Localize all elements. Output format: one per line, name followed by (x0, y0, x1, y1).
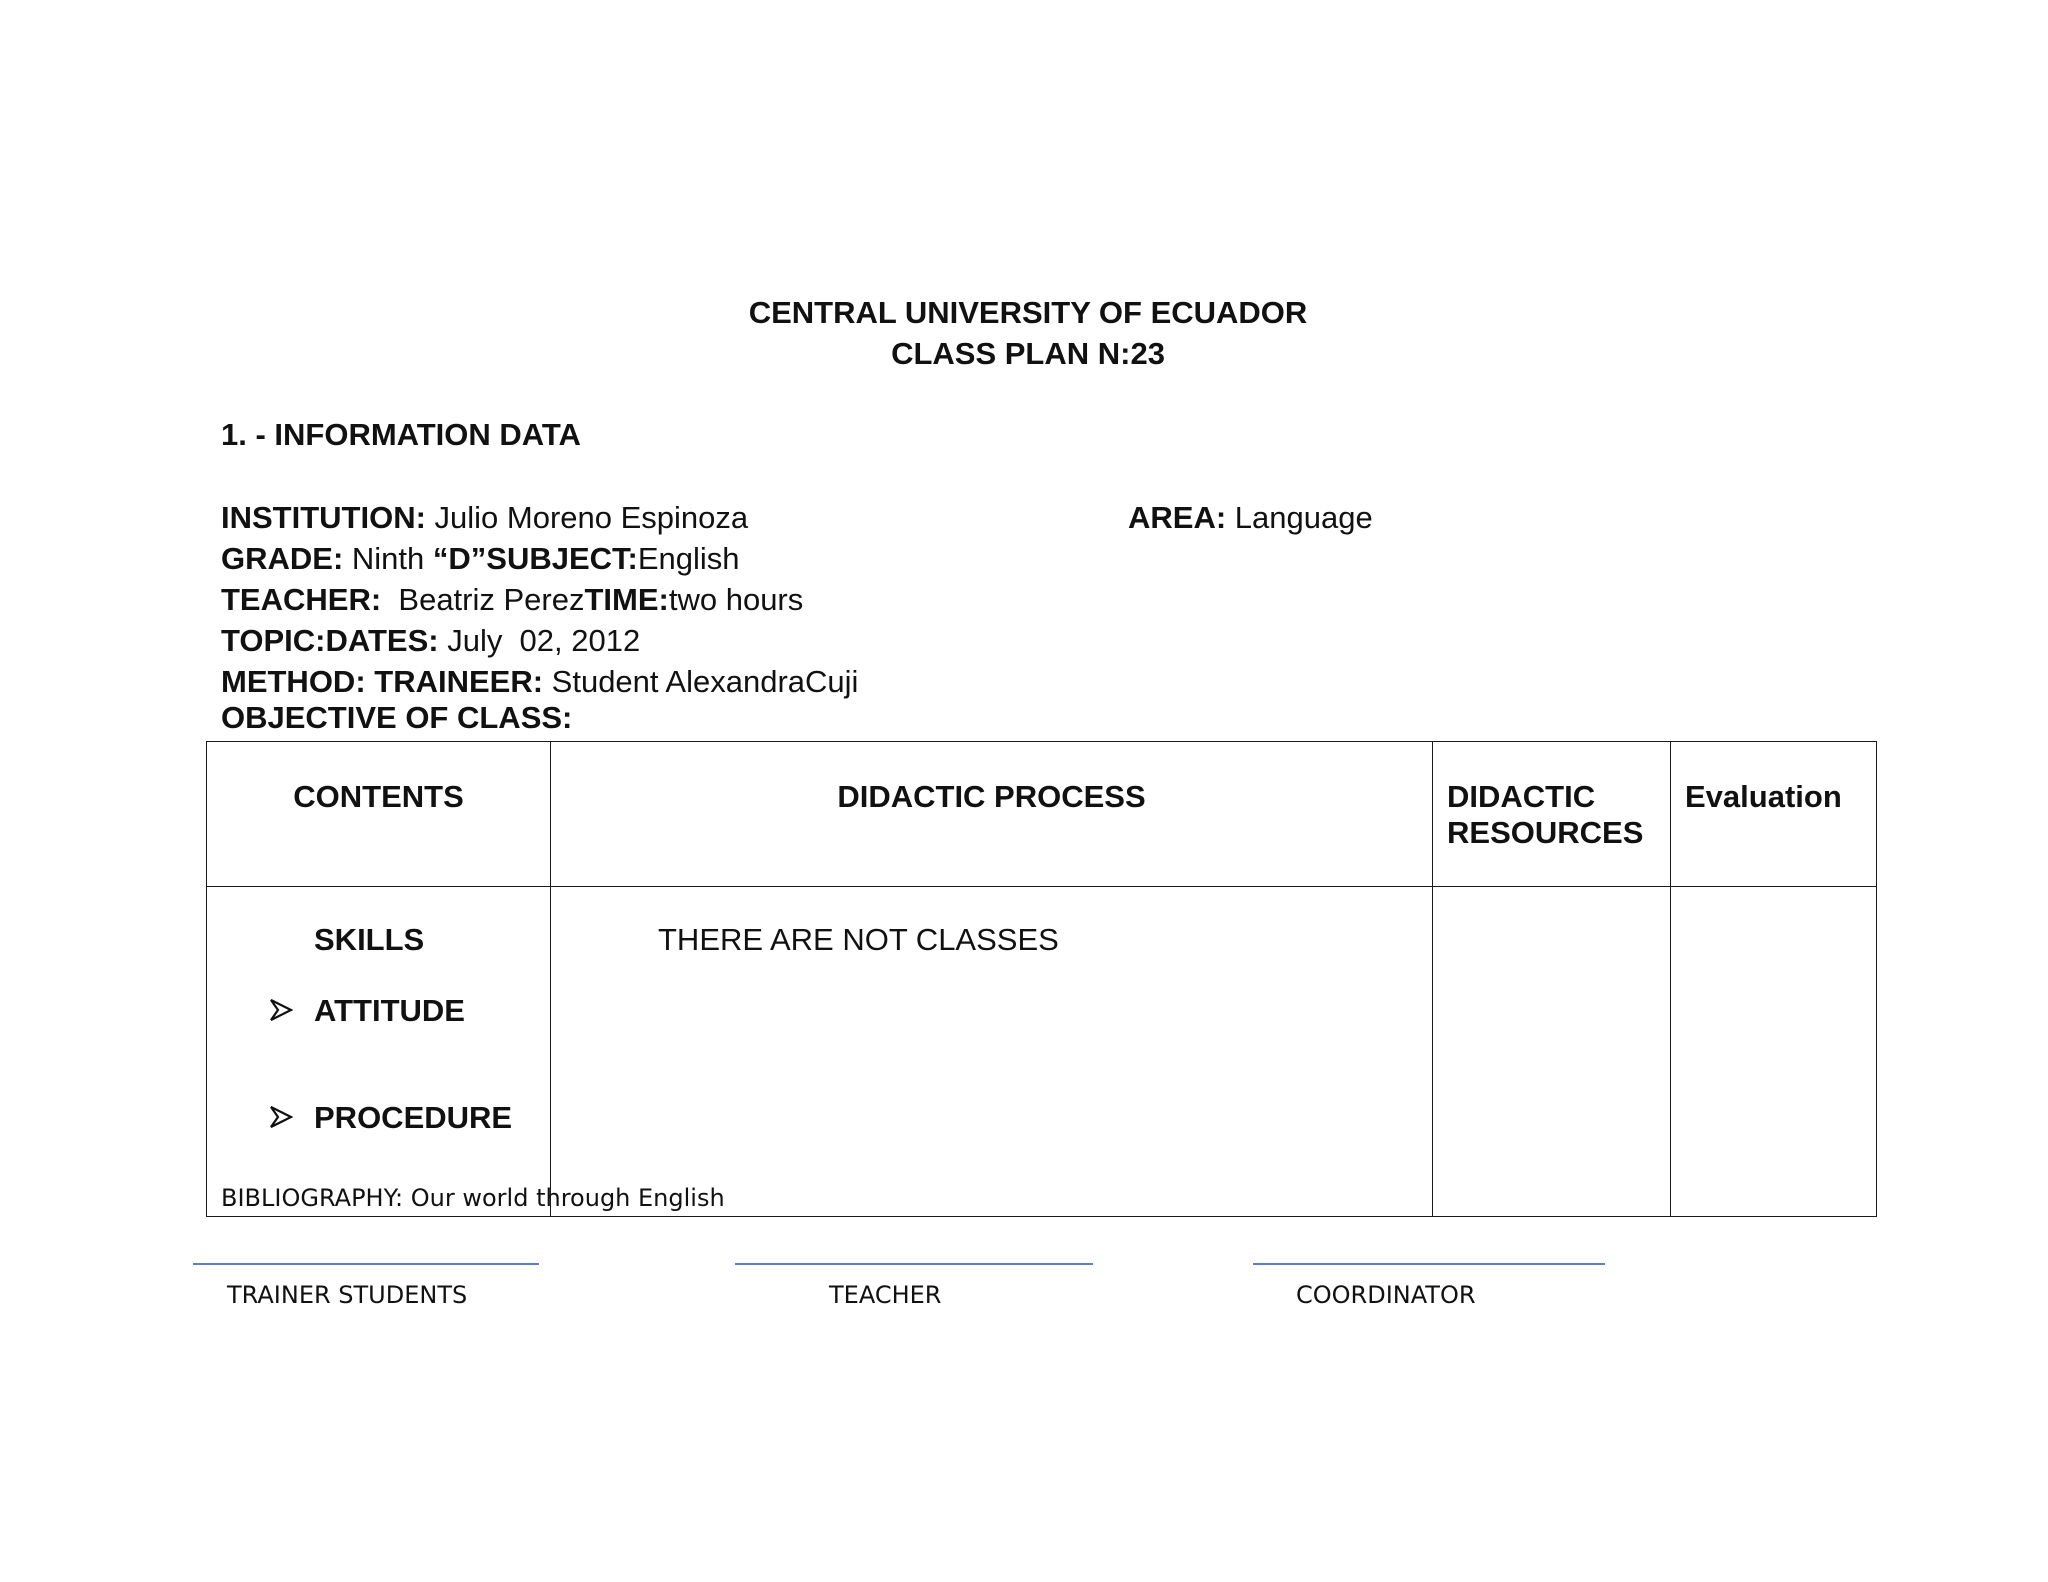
subject-value: English (637, 541, 740, 576)
time-label: TIME: (584, 582, 669, 617)
didactic-process-cell (551, 887, 1433, 1217)
contents-cell (207, 887, 551, 1217)
coordinator-signature-line (1253, 1263, 1605, 1265)
teacher-signature-label: TEACHER (829, 1281, 942, 1309)
coordinator-signature-label: COORDINATOR (1296, 1281, 1476, 1309)
teacher-label: TEACHER: (221, 582, 382, 617)
bibliography: BIBLIOGRAPHY: Our world through English (221, 1184, 725, 1212)
didactic-resources-header (1433, 742, 1671, 887)
dates-value: July 02, 2012 (438, 623, 641, 658)
method-line (221, 663, 858, 701)
institution-value: Julio Moreno Espinoza (425, 500, 749, 535)
class-plan-table (206, 741, 1877, 1217)
topic-label: TOPIC: (221, 623, 326, 658)
institution-label: INSTITUTION: (221, 500, 426, 535)
subject-label: SUBJECT: (486, 541, 638, 576)
attitude-label: ATTITUDE (314, 993, 465, 1028)
teacher-line (221, 581, 803, 619)
grade-line (221, 540, 740, 578)
dates-label: DATES: (325, 623, 439, 658)
trainee-value: Student AlexandraCuji (543, 664, 859, 699)
teacher-signature-line (735, 1263, 1093, 1265)
evaluation-header: Evaluation (1671, 742, 1877, 887)
class-plan-title: CLASS PLAN N:23 (891, 336, 1165, 371)
didactic-resources-line1: DIDACTIC (1447, 779, 1596, 814)
method-label: METHOD: (221, 664, 366, 699)
area-value: Language (1226, 500, 1373, 535)
didactic-resources-cell (1433, 887, 1671, 1217)
arrowhead-bullet-icon (269, 998, 293, 1022)
process-text: THERE ARE NOT CLASSES (658, 922, 1059, 957)
grade-label: GRADE: (221, 541, 344, 576)
grade-value: Ninth (343, 541, 433, 576)
university-title: CENTRAL UNIVERSITY OF ECUADOR (748, 295, 1308, 330)
table-header-row (207, 742, 1877, 887)
evaluation-cell (1671, 887, 1877, 1217)
contents-header: CONTENTS (207, 742, 551, 887)
teacher-value: Beatriz Perez (381, 582, 585, 617)
section-title: 1. - INFORMATION DATA (221, 417, 581, 452)
area-line (1128, 499, 1373, 537)
table-row (207, 887, 1877, 1217)
area-label: AREA: (1128, 500, 1227, 535)
didactic-resources-line2: RESOURCES (1447, 815, 1644, 850)
topic-line (221, 622, 640, 660)
grade-group: “D” (432, 541, 487, 576)
objective-label: OBJECTIVE OF CLASS: (221, 700, 573, 735)
time-value: two hours (668, 582, 804, 617)
trainer-signature-line (193, 1263, 539, 1265)
trainer-signature-label: TRAINER STUDENTS (227, 1281, 468, 1309)
skills-label: SKILLS (314, 922, 425, 957)
arrowhead-bullet-icon (269, 1105, 293, 1129)
procedure-label: PROCEDURE (314, 1100, 513, 1135)
didactic-process-header: DIDACTIC PROCESS (551, 742, 1433, 887)
institution-line (221, 499, 748, 537)
trainee-label: TRAINEER: (365, 664, 544, 699)
